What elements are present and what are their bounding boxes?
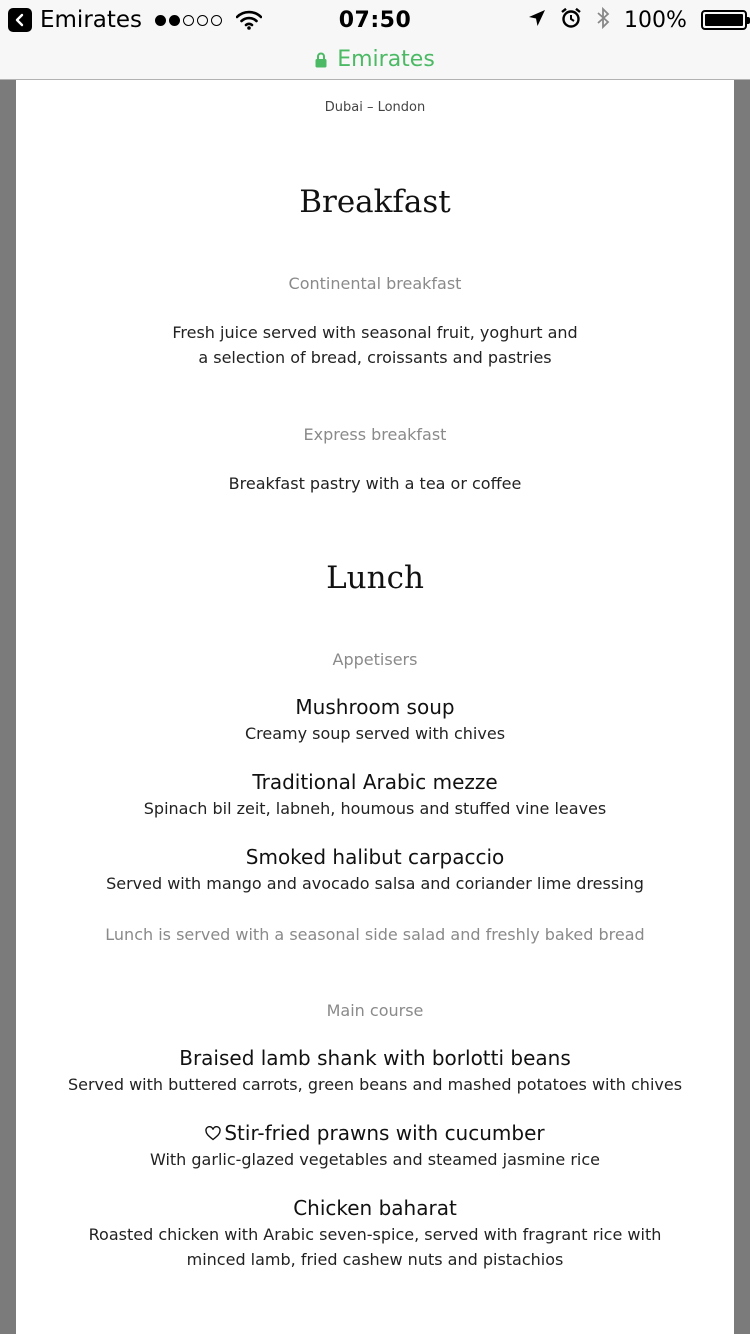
dish-desc: Served with mango and avocado salsa and coriander lime dressing <box>106 874 644 893</box>
menu-page <box>16 80 734 1334</box>
location-arrow-icon <box>528 9 546 31</box>
dish-desc: Roasted chicken with Arabic seven-spice, served with fragrant rice with minced lamb, fried cashew nuts and pistachios <box>88 1225 662 1269</box>
status-bar <box>0 0 750 40</box>
heart-icon <box>205 1122 221 1146</box>
site-name: Emirates <box>337 47 435 72</box>
dish-name: Traditional Arabic mezze <box>252 770 498 794</box>
dish-desc: Spinach bil zeit, labneh, houmous and stuffed vine leaves <box>143 799 607 818</box>
flight-route: Dubai – London <box>324 100 426 115</box>
lunch-note: Lunch is served with a seasonal side salad and freshly baked bread <box>105 925 645 944</box>
breakfast-title: Breakfast <box>299 184 451 220</box>
url-bar[interactable] <box>0 40 750 80</box>
dish-name: Mushroom soup <box>295 695 455 719</box>
dish-name: Braised lamb shank with borlotti beans <box>179 1046 571 1070</box>
dish-name: Smoked halibut carpaccio <box>245 845 505 869</box>
dish-name: Chicken baharat <box>293 1196 457 1220</box>
dish-desc: With garlic-glazed vegetables and steamed jasmine rice <box>149 1150 601 1169</box>
bluetooth-icon <box>596 6 610 34</box>
express-breakfast-desc: Breakfast pastry with a tea or coffee <box>228 474 522 493</box>
back-app-label: Emirates <box>40 7 143 33</box>
dish-name-with-icon: Stir-fried prawns with cucumber <box>16 1121 734 1146</box>
main-course-heading: Main course <box>326 1001 424 1020</box>
battery-icon <box>701 10 747 30</box>
continental-breakfast-desc: Fresh juice served with seasonal fruit, yoghurt and a selection of bread, croissants and pastries <box>172 323 578 367</box>
appetisers-heading: Appetisers <box>332 650 418 669</box>
alarm-clock-icon <box>560 7 582 33</box>
continental-breakfast-heading: Continental breakfast <box>288 274 462 293</box>
dish-desc: Served with buttered carrots, green beans and mashed potatoes with chives <box>67 1075 683 1094</box>
express-breakfast-heading: Express breakfast <box>303 425 447 444</box>
battery-percentage: 100% <box>624 7 687 33</box>
status-right-group <box>528 0 747 40</box>
clock-time: 07:50 <box>338 7 412 33</box>
dish-desc: Creamy soup served with chives <box>244 724 506 743</box>
lock-icon <box>315 52 327 68</box>
lunch-title: Lunch <box>326 560 424 596</box>
